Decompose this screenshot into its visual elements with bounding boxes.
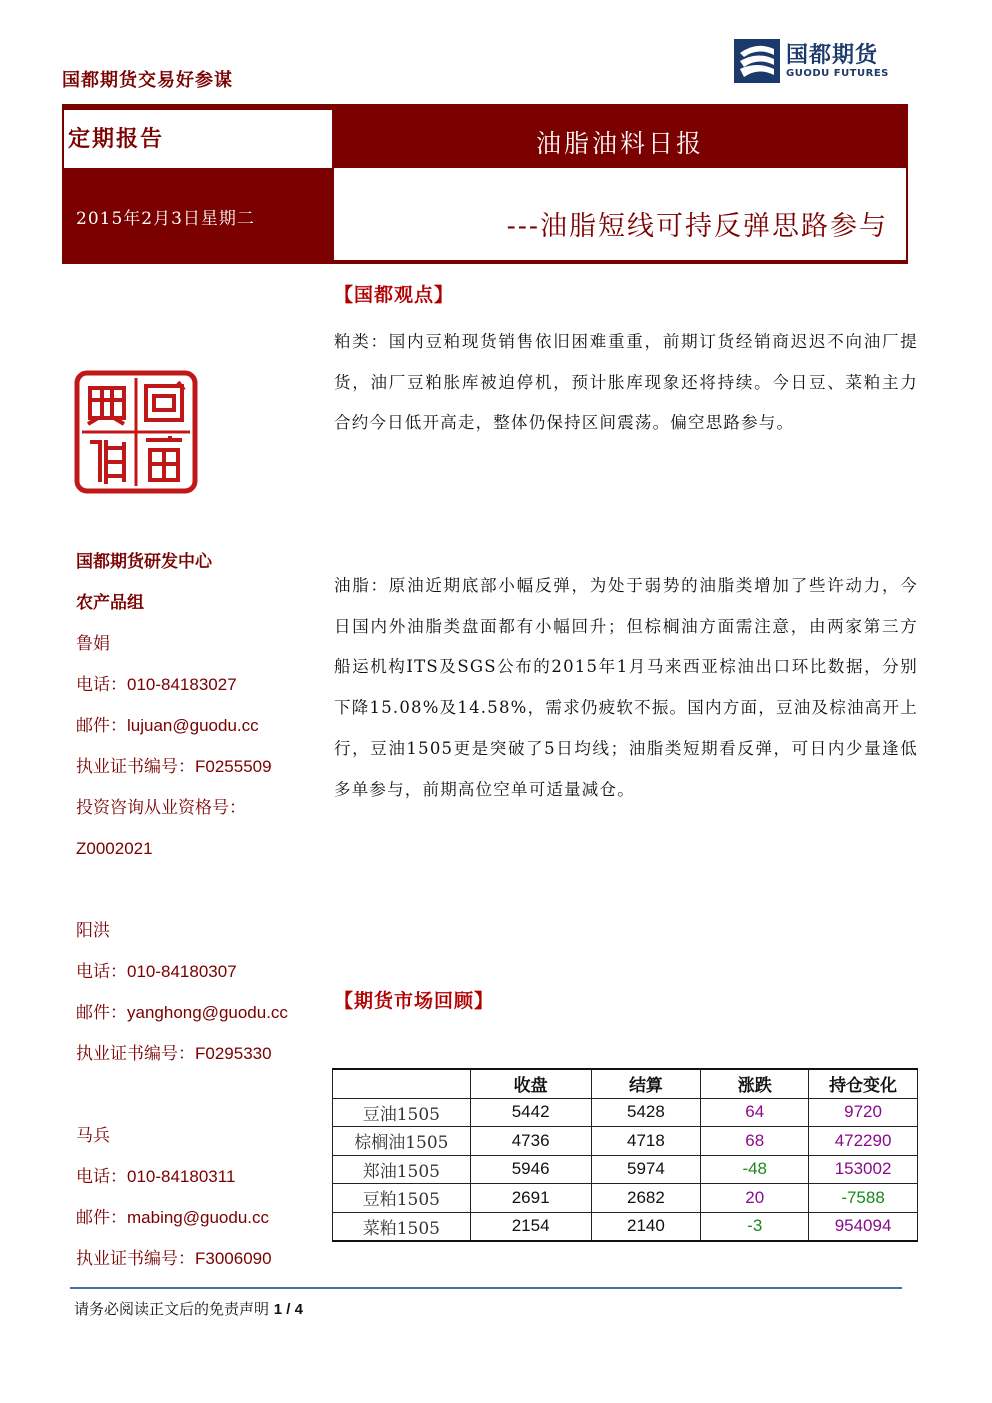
logo-english-text: GUODU FUTURES xyxy=(786,67,889,79)
footer-rule xyxy=(70,1287,902,1289)
header-band-bottom xyxy=(62,260,908,264)
close-cell: 5946 xyxy=(470,1155,591,1184)
report-type: 定期报告 xyxy=(68,126,165,152)
phone-label: 电话： xyxy=(76,675,127,695)
analyst-phone xyxy=(76,1163,326,1204)
cert-value: F3006090 xyxy=(195,1249,272,1268)
logo-chinese-text: 国都期货 xyxy=(786,42,879,68)
analyst-consult-value xyxy=(76,835,326,876)
table-header-cell xyxy=(333,1069,471,1098)
meal-paragraph: 粕类：国内豆粕现货销售依旧困难重重，前期订货经销商迟迟不向油厂提货，油厂豆粕胀库被迫停机，预计胀库现象还将持续。今日豆、菜粕主力合约今日低开高走，整体仍保持区间震荡。偏空思路参与。 xyxy=(334,332,918,433)
contract-cell: 豆油1505 xyxy=(333,1098,471,1127)
disclaimer-text: 请务必阅读正文后的免责声明 xyxy=(74,1300,270,1318)
change-cell: 20 xyxy=(701,1184,809,1213)
analyst-phone xyxy=(76,671,326,712)
cert-label: 执业证书编号： xyxy=(76,1044,195,1064)
logo-mark-icon xyxy=(734,39,780,83)
cert-value: F0255509 xyxy=(195,757,272,776)
report-title: 油脂油料日报 xyxy=(535,129,704,158)
analyst-name: 阳洪 xyxy=(76,921,110,941)
company-logo xyxy=(734,38,906,84)
company-seal-icon xyxy=(74,370,198,494)
cert-value: F0295330 xyxy=(195,1044,272,1063)
contract-cell: 棕榈油1505 xyxy=(333,1127,471,1156)
phone-label: 电话： xyxy=(76,962,127,982)
research-center: 国都期货研发中心 xyxy=(76,552,212,572)
analyst-name: 鲁娟 xyxy=(76,634,110,654)
contract-cell: 豆粕1505 xyxy=(333,1184,471,1213)
market-heading: 【期货市场回顾】 xyxy=(334,990,495,1012)
table-header-cell: 结算 xyxy=(591,1069,701,1098)
contract-cell: 郑油1505 xyxy=(333,1155,471,1184)
analyst-email xyxy=(76,712,326,753)
table-header-row xyxy=(333,1069,918,1098)
analyst-email xyxy=(76,999,326,1040)
email-value: yanghong@guodu.cc xyxy=(127,1003,288,1022)
change-cell: 68 xyxy=(701,1127,809,1156)
close-cell: 2154 xyxy=(470,1212,591,1241)
consult-value: Z0002021 xyxy=(76,839,153,858)
analyst-cert xyxy=(76,1245,326,1286)
change-cell: -48 xyxy=(701,1155,809,1184)
table-header-cell: 收盘 xyxy=(470,1069,591,1098)
email-label: 邮件： xyxy=(76,1208,127,1228)
product-group: 农产品组 xyxy=(76,593,144,613)
oi-change-cell: 153002 xyxy=(809,1155,918,1184)
analyst-cert xyxy=(76,753,326,794)
oi-change-cell: -7588 xyxy=(809,1184,918,1213)
footer xyxy=(74,1298,303,1319)
oi-change-cell: 9720 xyxy=(809,1098,918,1127)
table-header-cell: 持仓变化 xyxy=(809,1069,918,1098)
phone-label: 电话： xyxy=(76,1167,127,1187)
view-heading: 【国都观点】 xyxy=(334,284,455,306)
table-row xyxy=(333,1184,918,1213)
settle-cell: 5428 xyxy=(591,1098,701,1127)
header-slogan: 国都期货交易好参谋 xyxy=(62,70,233,91)
page-number: 1 / 4 xyxy=(273,1301,303,1318)
close-cell: 2691 xyxy=(470,1184,591,1213)
phone-value: 010-84183027 xyxy=(127,675,237,694)
table-row xyxy=(333,1155,918,1184)
email-value: lujuan@guodu.cc xyxy=(127,716,259,735)
settle-cell: 2682 xyxy=(591,1184,701,1213)
settle-cell: 2140 xyxy=(591,1212,701,1241)
table-row xyxy=(333,1098,918,1127)
settle-cell: 5974 xyxy=(591,1155,701,1184)
change-cell: 64 xyxy=(701,1098,809,1127)
analyst-phone xyxy=(76,958,326,999)
analyst-cert xyxy=(76,1040,326,1081)
oi-change-cell: 472290 xyxy=(809,1127,918,1156)
report-subtitle: ---油脂短线可持反弹思路参与 xyxy=(506,211,888,242)
phone-value: 010-84180311 xyxy=(127,1167,236,1186)
cert-label: 执业证书编号： xyxy=(76,1249,195,1269)
phone-value: 010-84180307 xyxy=(127,962,237,981)
table-header-cell: 涨跌 xyxy=(701,1069,809,1098)
table-row xyxy=(333,1212,918,1241)
analyst-name: 马兵 xyxy=(76,1126,110,1146)
table-row xyxy=(333,1127,918,1156)
close-cell: 4736 xyxy=(470,1127,591,1156)
cert-label: 执业证书编号： xyxy=(76,757,195,777)
settle-cell: 4718 xyxy=(591,1127,701,1156)
oi-change-cell: 954094 xyxy=(809,1212,918,1241)
email-label: 邮件： xyxy=(76,716,127,736)
analyst-sidebar xyxy=(76,548,326,1286)
report-date: 2015年2月3日星期二 xyxy=(76,209,255,229)
email-value: mabing@guodu.cc xyxy=(127,1208,270,1227)
contract-cell: 菜粕1505 xyxy=(333,1212,471,1241)
close-cell: 5442 xyxy=(470,1098,591,1127)
change-cell: -3 xyxy=(701,1212,809,1241)
email-label: 邮件： xyxy=(76,1003,127,1023)
analyst-consult-label: 投资咨询从业资格号： xyxy=(76,798,246,818)
market-review-table xyxy=(332,1068,918,1242)
analyst-email xyxy=(76,1204,326,1245)
oil-paragraph: 油脂：原油近期底部小幅反弹，为处于弱势的油脂类增加了些许动力，今日国内外油脂类盘面都有小幅回升；但棕榈油方面需注意，由两家第三方船运机构ITS及SGS公布的2015年1月马来西亚棕油出口环比数据，分别下降15.08%及14.58%，需求仍疲软不振。国内方面，豆油及棕油高开上行，豆油1505更是突破了5日均线；油脂类短期看反弹，可日内少量逢低多单参与，前期高位空单可适量减仓。 xyxy=(334,576,918,799)
